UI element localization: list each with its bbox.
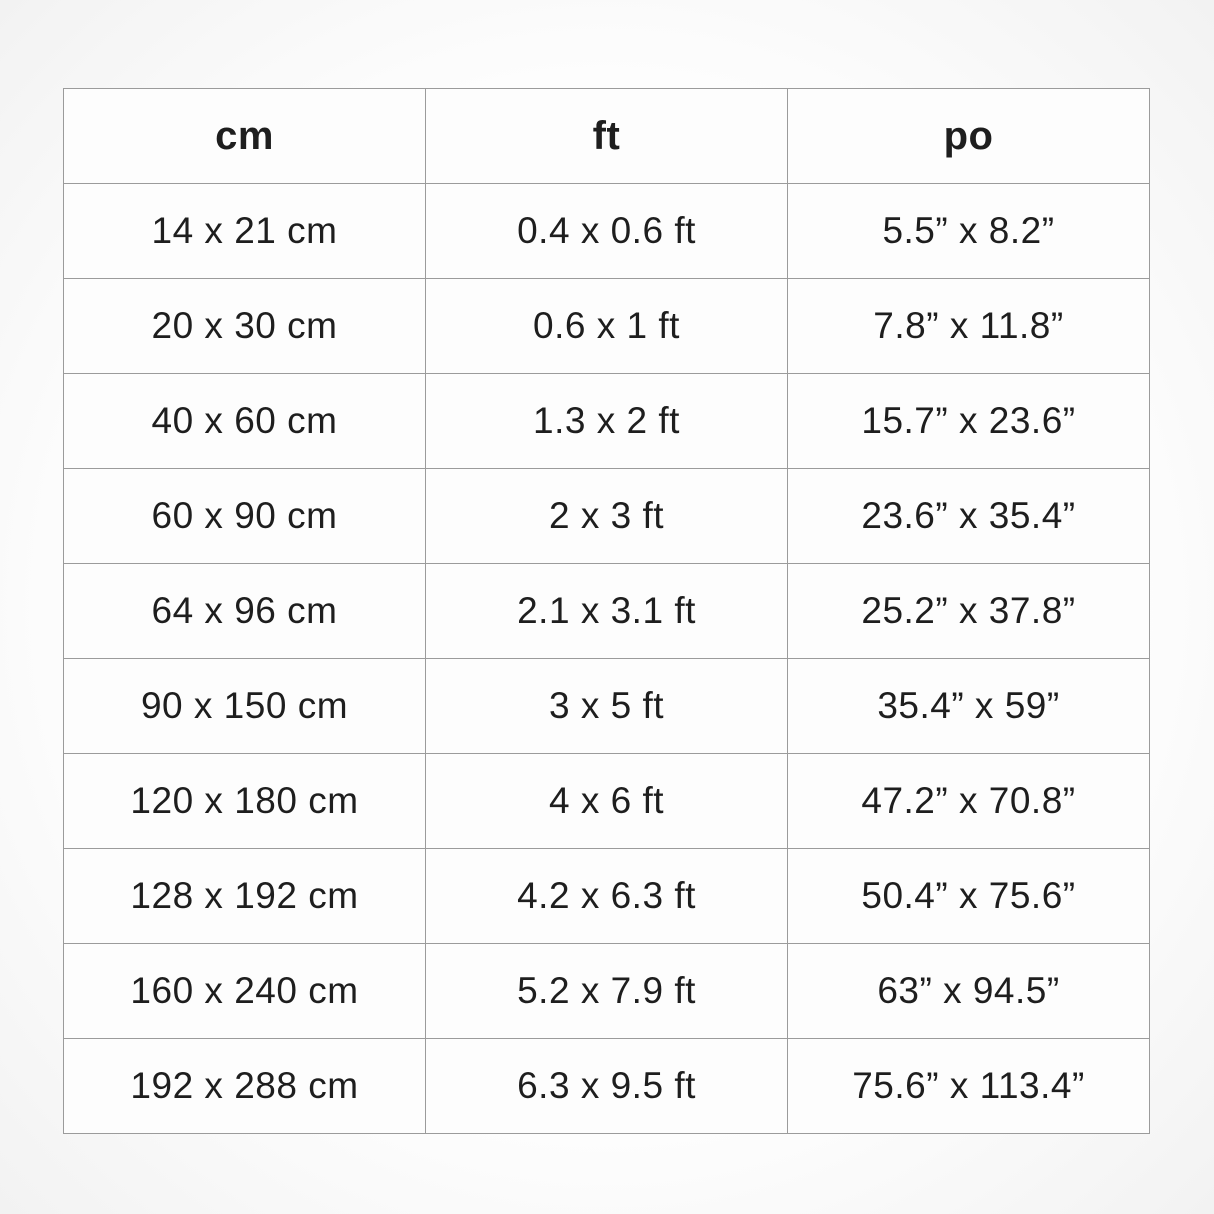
cell-cm: 128 x 192 cm (64, 849, 426, 944)
table-row (64, 184, 1150, 279)
header-row (64, 89, 1150, 184)
cell-cm: 90 x 150 cm (64, 659, 426, 754)
cell-po: 15.7” x 23.6” (788, 374, 1150, 469)
table-row (64, 754, 1150, 849)
cell-ft: 2 x 3 ft (426, 469, 788, 564)
cell-ft: 3 x 5 ft (426, 659, 788, 754)
cell-po: 50.4” x 75.6” (788, 849, 1150, 944)
column-header-cm: cm (64, 89, 426, 184)
cell-po: 47.2” x 70.8” (788, 754, 1150, 849)
cell-cm: 120 x 180 cm (64, 754, 426, 849)
cell-cm: 20 x 30 cm (64, 279, 426, 374)
table-row (64, 944, 1150, 1039)
cell-ft: 6.3 x 9.5 ft (426, 1039, 788, 1134)
cell-ft: 4.2 x 6.3 ft (426, 849, 788, 944)
cell-cm: 60 x 90 cm (64, 469, 426, 564)
table-row (64, 659, 1150, 754)
table-header (64, 89, 1150, 184)
table-row (64, 279, 1150, 374)
cell-ft: 5.2 x 7.9 ft (426, 944, 788, 1039)
cell-cm: 64 x 96 cm (64, 564, 426, 659)
cell-cm: 40 x 60 cm (64, 374, 426, 469)
cell-po: 63” x 94.5” (788, 944, 1150, 1039)
cell-ft: 4 x 6 ft (426, 754, 788, 849)
table-row (64, 469, 1150, 564)
cell-ft: 0.6 x 1 ft (426, 279, 788, 374)
cell-po: 35.4” x 59” (788, 659, 1150, 754)
table-row (64, 374, 1150, 469)
cell-po: 7.8” x 11.8” (788, 279, 1150, 374)
cell-cm: 192 x 288 cm (64, 1039, 426, 1134)
table-row (64, 564, 1150, 659)
column-header-po: po (788, 89, 1150, 184)
cell-po: 75.6” x 113.4” (788, 1039, 1150, 1134)
cell-ft: 1.3 x 2 ft (426, 374, 788, 469)
cell-ft: 2.1 x 3.1 ft (426, 564, 788, 659)
table-row (64, 1039, 1150, 1134)
column-header-ft: ft (426, 89, 788, 184)
table-row (64, 849, 1150, 944)
cell-po: 5.5” x 8.2” (788, 184, 1150, 279)
table-body (64, 184, 1150, 1134)
cell-po: 23.6” x 35.4” (788, 469, 1150, 564)
size-conversion-table (63, 88, 1150, 1134)
cell-po: 25.2” x 37.8” (788, 564, 1150, 659)
cell-cm: 160 x 240 cm (64, 944, 426, 1039)
cell-ft: 0.4 x 0.6 ft (426, 184, 788, 279)
cell-cm: 14 x 21 cm (64, 184, 426, 279)
